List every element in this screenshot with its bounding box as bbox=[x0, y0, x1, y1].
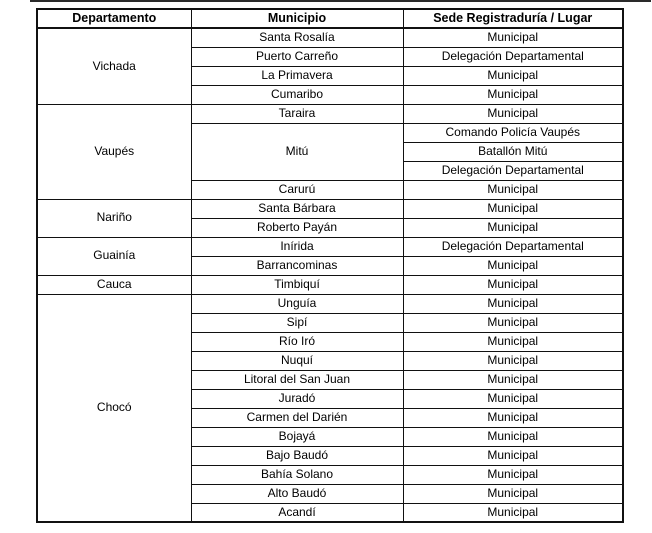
municipio-cell: Carurú bbox=[191, 180, 403, 199]
municipio-cell: Alto Baudó bbox=[191, 484, 403, 503]
table-row bbox=[37, 294, 623, 313]
municipio-cell: Puerto Carreño bbox=[191, 47, 403, 66]
table-body bbox=[37, 28, 623, 522]
header-municipio: Municipio bbox=[191, 9, 403, 28]
sede-cell: Municipal bbox=[403, 332, 623, 351]
sede-cell: Municipal bbox=[403, 180, 623, 199]
sede-cell: Municipal bbox=[403, 28, 623, 47]
municipio-cell: Timbiquí bbox=[191, 275, 403, 294]
municipio-cell: Santa Rosalía bbox=[191, 28, 403, 47]
municipio-cell: Litoral del San Juan bbox=[191, 370, 403, 389]
municipio-cell: Bahía Solano bbox=[191, 465, 403, 484]
sede-cell: Municipal bbox=[403, 370, 623, 389]
sede-cell: Municipal bbox=[403, 389, 623, 408]
municipio-cell: Unguía bbox=[191, 294, 403, 313]
header-departamento: Departamento bbox=[37, 9, 191, 28]
sede-cell: Delegación Departamental bbox=[403, 47, 623, 66]
sede-cell: Municipal bbox=[403, 218, 623, 237]
sede-cell: Delegación Departamental bbox=[403, 161, 623, 180]
header-row bbox=[37, 9, 623, 28]
table-header bbox=[37, 9, 623, 28]
municipio-cell: Roberto Payán bbox=[191, 218, 403, 237]
table-row bbox=[37, 199, 623, 218]
municipio-cell: Barrancominas bbox=[191, 256, 403, 275]
municipio-cell: Bajo Baudó bbox=[191, 446, 403, 465]
departamento-cell: Guainía bbox=[37, 237, 191, 275]
sede-cell: Municipal bbox=[403, 351, 623, 370]
municipio-cell: La Primavera bbox=[191, 66, 403, 85]
header-sede: Sede Registraduría / Lugar bbox=[403, 9, 623, 28]
sede-cell: Municipal bbox=[403, 294, 623, 313]
table-row bbox=[37, 28, 623, 47]
sede-cell: Municipal bbox=[403, 465, 623, 484]
registraduria-table bbox=[36, 8, 624, 523]
sede-cell: Municipal bbox=[403, 199, 623, 218]
departamento-cell: Nariño bbox=[37, 199, 191, 237]
sede-cell: Delegación Departamental bbox=[403, 237, 623, 256]
sede-cell: Municipal bbox=[403, 85, 623, 104]
departamento-cell: Vaupés bbox=[37, 104, 191, 199]
table-row bbox=[37, 275, 623, 294]
municipio-cell: Santa Bárbara bbox=[191, 199, 403, 218]
sede-cell: Municipal bbox=[403, 408, 623, 427]
sede-cell: Municipal bbox=[403, 484, 623, 503]
municipio-cell: Mitú bbox=[191, 123, 403, 180]
departamento-cell: Chocó bbox=[37, 294, 191, 522]
sede-cell: Municipal bbox=[403, 104, 623, 123]
municipio-cell: Inírida bbox=[191, 237, 403, 256]
municipio-cell: Sipí bbox=[191, 313, 403, 332]
municipio-cell: Juradó bbox=[191, 389, 403, 408]
municipio-cell: Taraira bbox=[191, 104, 403, 123]
municipio-cell: Nuquí bbox=[191, 351, 403, 370]
sede-cell: Municipal bbox=[403, 427, 623, 446]
sede-cell: Batallón Mitú bbox=[403, 142, 623, 161]
municipio-cell: Bojayá bbox=[191, 427, 403, 446]
page-top-rule bbox=[30, 0, 651, 2]
sede-cell: Municipal bbox=[403, 256, 623, 275]
table-row bbox=[37, 104, 623, 123]
municipio-cell: Carmen del Darién bbox=[191, 408, 403, 427]
municipio-cell: Río Iró bbox=[191, 332, 403, 351]
table-row bbox=[37, 237, 623, 256]
sede-cell: Municipal bbox=[403, 446, 623, 465]
departamento-cell: Vichada bbox=[37, 28, 191, 104]
sede-cell: Municipal bbox=[403, 66, 623, 85]
sede-cell: Municipal bbox=[403, 275, 623, 294]
sede-cell: Municipal bbox=[403, 313, 623, 332]
municipio-cell: Acandí bbox=[191, 503, 403, 522]
municipio-cell: Cumaribo bbox=[191, 85, 403, 104]
sede-cell: Comando Policía Vaupés bbox=[403, 123, 623, 142]
departamento-cell: Cauca bbox=[37, 275, 191, 294]
sede-cell: Municipal bbox=[403, 503, 623, 522]
